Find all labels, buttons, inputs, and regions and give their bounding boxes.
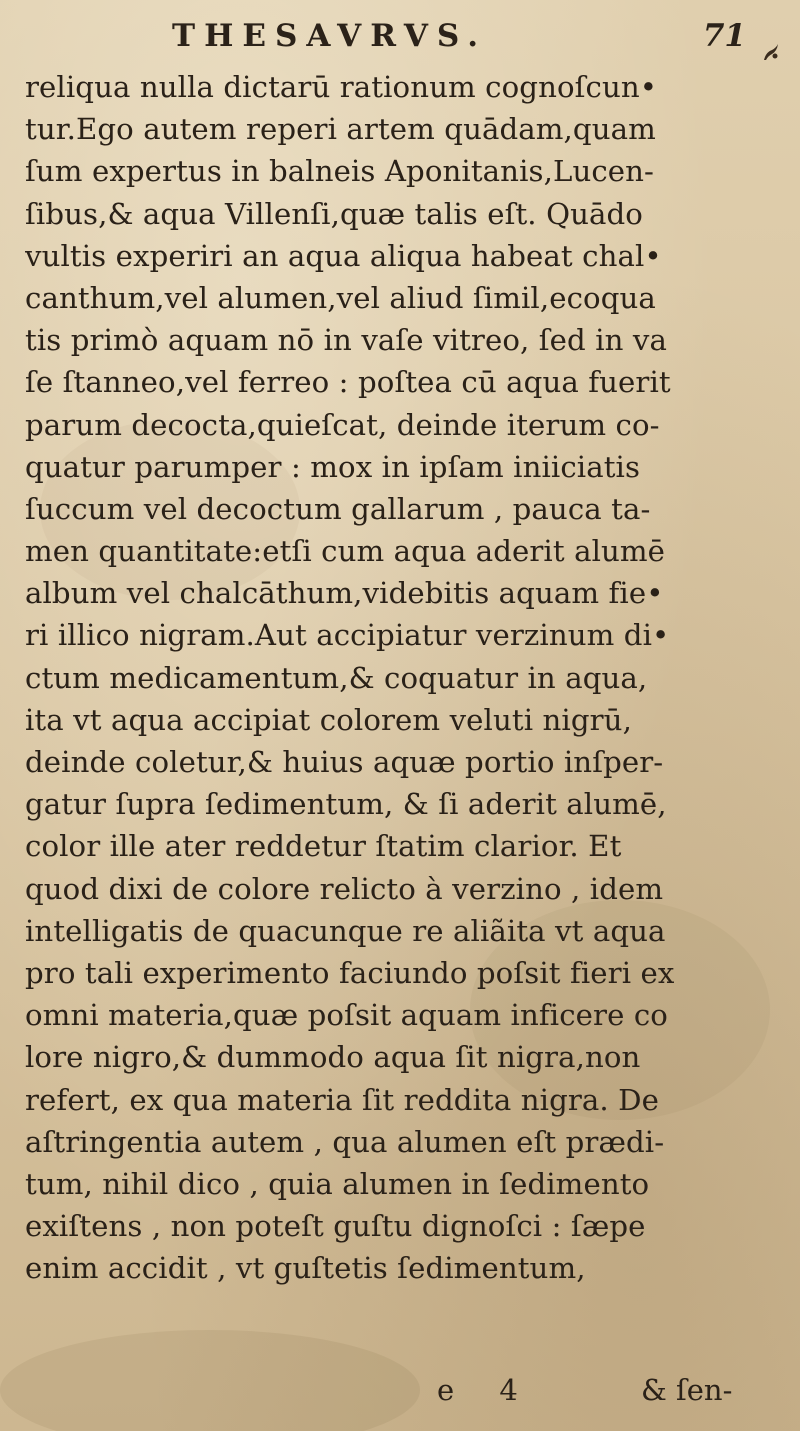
text-line: ctum medicamentum,& coquatur in aqua,	[25, 660, 648, 695]
text-line: ſibus,& aqua Villenſi,quæ talis eſt. Quādo	[25, 196, 643, 231]
text-line: quod dixi de colore relicto à verzino , idem	[25, 871, 664, 906]
text-line: omni materia,quæ poſsit aquam inficere co	[25, 998, 668, 1033]
text-line: pro tali experimento faciundo poſsit fieri ex	[25, 955, 675, 990]
page-header	[60, 14, 760, 60]
text-line: refert, ex qua materia ſit reddita nigra. De	[25, 1082, 660, 1117]
signature-mark: e 4	[437, 1373, 536, 1407]
text-line: canthum,vel alumen,vel aliud ſimil,ecoqua	[25, 280, 656, 315]
fleuron-icon	[760, 42, 782, 64]
text-line: intelligatis de quacunque re aliãita vt aqua	[25, 913, 666, 948]
text-line: lore nigro,& dummodo aqua ſit nigra,non	[25, 1040, 641, 1075]
text-line: album vel chalcāthum,videbitis aquam fie•	[25, 576, 664, 611]
text-line: aſtringentia autem , qua alumen eſt prædi-	[25, 1124, 665, 1159]
main-text	[25, 66, 785, 1289]
text-line: ita vt aqua accipiat colorem veluti nigrū,	[25, 702, 632, 737]
running-head: THESAVRVS.	[172, 18, 488, 54]
text-line: tis primò aquam nō in vaſe vitreo, ſed in va	[25, 323, 668, 358]
page-number: 71	[702, 18, 746, 54]
text-line: ſum expertus in balneis Aponitanis,Lucen-	[25, 154, 655, 189]
text-line: tum, nihil dico , quia alumen in ſedimento	[25, 1166, 650, 1201]
catchword: & ſen-	[641, 1373, 733, 1407]
text-line: gatur ſupra ſedimentum, & ſi aderit alumē,	[25, 787, 667, 822]
text-line: tur.Ego autem reperi artem quādam,quam	[25, 112, 656, 147]
text-line: ſe ſtanneo,vel ferreo : poſtea cū aqua fuerit	[25, 365, 671, 400]
text-line: men quantitate:etſi cum aqua aderit alumē	[25, 534, 666, 569]
text-line: color ille ater reddetur ſtatim clarior. Et	[25, 829, 622, 864]
text-line: vultis experiri an aqua aliqua habeat chal•	[25, 238, 662, 273]
text-line: ſuccum vel decoctum gallarum , pauca ta-	[25, 491, 651, 526]
text-line: parum decocta,quieſcat, deinde iterum co-	[25, 407, 660, 442]
text-line: exiſtens , non poteſt guſtu dignoſci : ſæpe	[25, 1209, 646, 1244]
text-line: quatur parumper : mox in ipſam iniiciatis	[25, 449, 641, 484]
text-line: reliqua nulla dictarū rationum cognoſcun•	[25, 70, 658, 104]
text-line: deinde coletur,& huius aquæ portio inſper-	[25, 745, 664, 779]
page-footer	[25, 1368, 785, 1412]
text-line: ri illico nigram.Aut accipiatur verzinum di•	[25, 618, 670, 653]
text-line: enim accidit , vt guſtetis ſedimentum,	[25, 1251, 586, 1286]
